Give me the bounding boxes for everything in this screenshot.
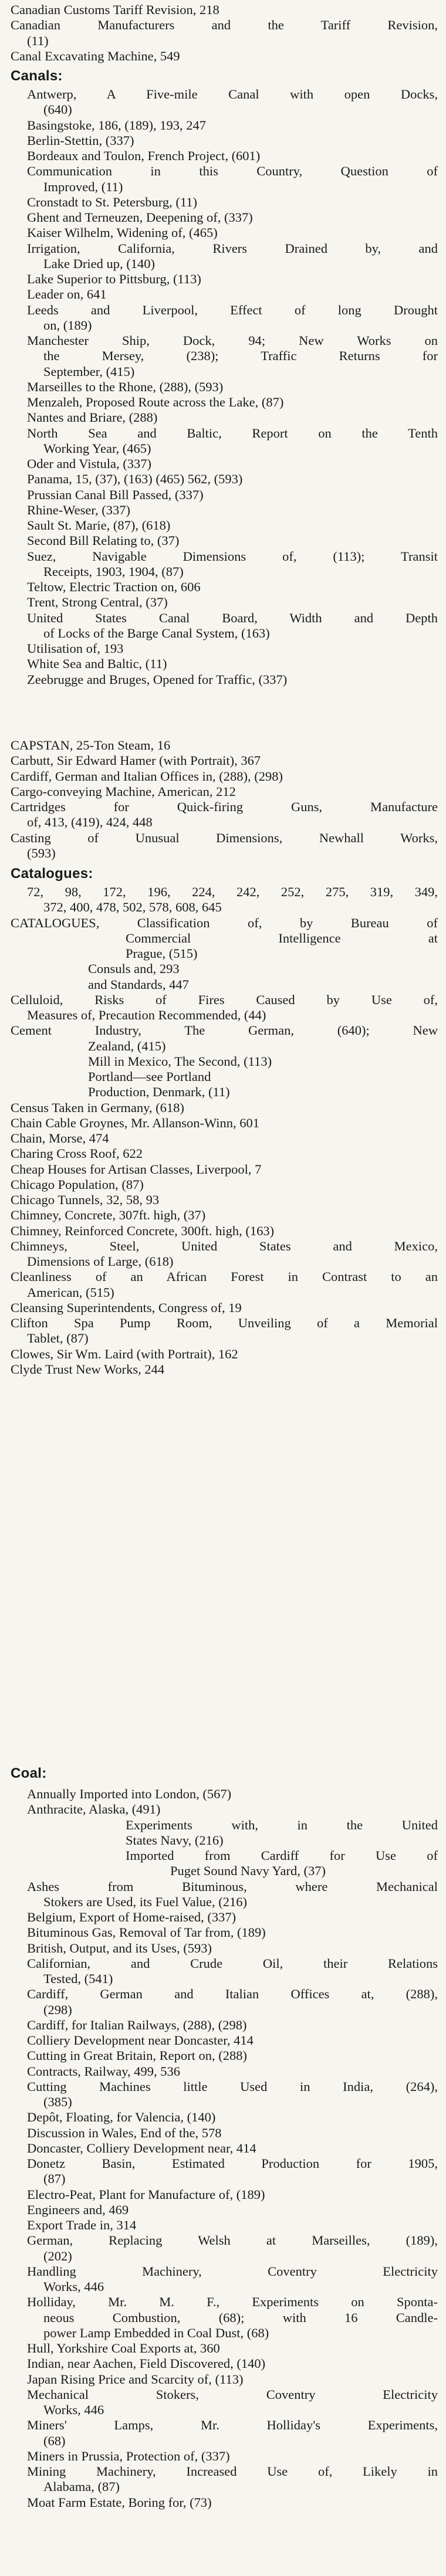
index-subentry: Sault St. Marie, (87), (618) — [27, 518, 171, 533]
index-subentry: Zealand, (415) — [88, 1038, 166, 1053]
section-heading-coal — [11, 1764, 438, 1783]
index-subentry: Measures of, Precaution Recommended, (44) — [27, 1008, 266, 1022]
index-subentry: 372, 400, 478, 502, 578, 608, 645 — [43, 900, 222, 915]
index-entry: Census Taken in Germany, (618) — [11, 1100, 184, 1115]
index-subentry: Discussion in Wales, End of the, 578 — [27, 2125, 222, 2140]
index-subentry: Hull, Yorkshire Coal Exports at, 360 — [27, 2341, 220, 2355]
index-subentry: Mill in Mexico, The Second, (113) — [88, 1053, 272, 1069]
index-subentry: Indian, near Aachen, Field Discovered, (140) — [27, 2356, 266, 2371]
index-subentry: Prussian Canal Bill Passed, (337) — [27, 487, 204, 502]
index-subentry: (385) — [43, 2094, 72, 2109]
index-entry: CATALOGUES, Classification of, by Bureau of — [11, 915, 438, 930]
index-entry: Chain, Morse, 474 — [11, 1131, 109, 1145]
index-subentry: Kaiser Wilhelm, Widening of, (465) — [27, 225, 218, 240]
index-subentry: Second Bill Relating to, (37) — [27, 533, 180, 548]
index-subentry: Imported from Cardiff for Use of — [126, 1848, 438, 1863]
index-subentry: Doncaster, Colliery Development near, 414 — [27, 2140, 256, 2155]
index-entry: Cardiff, German and Italian Offices in, (288), (298) — [11, 768, 283, 784]
index-subentry: Works, 446 — [43, 2279, 104, 2294]
index-subentry: Leader on, 641 — [27, 287, 107, 302]
index-subentry: Suez, Navigable Dimensions of, (113); Transit — [27, 548, 438, 564]
index-subentry: Handling Machinery, Coventry Electricity — [27, 2263, 438, 2279]
index-subentry: (87) — [43, 2171, 66, 2187]
index-entry: Chimney, Reinforced Concrete, 300ft. high, (163) — [11, 1223, 275, 1238]
index-subentry: of Locks of the Barge Canal System, (163) — [43, 625, 270, 640]
index-entry: Chimneys, Steel, United States and Mexico, — [11, 1238, 438, 1253]
index-subentry: (11) — [27, 33, 49, 48]
index-subentry: Prague, (515) — [126, 946, 198, 961]
index-subentry: neous Combustion, (68); with 16 Candle- — [43, 2310, 438, 2325]
index-subentry: Contracts, Railway, 499, 536 — [27, 2063, 181, 2079]
section-heading-canals — [11, 67, 438, 86]
index-entry: Clifton Spa Pump Room, Unveiling of a Memorial — [11, 1316, 438, 1330]
index-subentry: States Navy, (216) — [126, 1832, 224, 1848]
index-subentry: (298) — [43, 2002, 72, 2017]
index-subentry: Alabama, (87) — [43, 2479, 120, 2494]
heading-canals: Canals: — [11, 68, 63, 84]
index-subentry: Oder and Vistula, (337) — [27, 456, 151, 471]
index-subentry: (202) — [43, 2248, 72, 2263]
index-subentry: Teltow, Electric Traction on, 606 — [27, 579, 201, 594]
index-entry: Cleanliness of an African Forest in Contrast to an — [11, 1269, 438, 1284]
index-subentry: Lake Superior to Pittsburg, (113) — [27, 272, 201, 286]
index-subentry: Annually Imported into London, (567) — [27, 1787, 232, 1801]
index-subentry: Ghent and Terneuzen, Deepening of, (337) — [27, 210, 253, 225]
index-subentry: Export Trade in, 314 — [27, 2218, 137, 2232]
index-subentry: American, (515) — [27, 1284, 114, 1300]
index-subentry: on, (189) — [43, 317, 92, 333]
index-subentry: Cardiff, German and Italian Offices at, (288), — [27, 1987, 438, 2002]
index-subentry: Zeebrugge and Bruges, Opened for Traffic, (337) — [27, 672, 288, 687]
index-subentry: Tested, (541) — [43, 1971, 113, 1986]
index-subentry: Portland—see Portland — [88, 1069, 211, 1084]
index-subentry: Cardiff, for Italian Railways, (288), (298) — [27, 2017, 247, 2032]
index-subentry: (640) — [43, 102, 72, 117]
index-subentry: Berlin-Stettin, (337) — [27, 133, 134, 148]
index-subentry: Cutting in Great Britain, Report on, (288) — [27, 2048, 247, 2063]
index-entry: Casting of Unusual Dimensions, Newhall Works, — [11, 830, 438, 845]
index-subentry: United States Canal Board, Width and Depth — [27, 610, 438, 625]
index-entry: Cement Industry, The German, (640); New — [11, 1023, 438, 1038]
index-entry: Carbutt, Sir Edward Hamer (with Portrait), 367 — [11, 753, 261, 768]
index-subentry: Puget Sound Navy Yard, (37) — [170, 1863, 326, 1879]
index-subentry: Mechanical Stokers, Coventry Electricity — [27, 2387, 438, 2402]
index-subentry: Marseilles to the Rhone, (288), (593) — [27, 379, 224, 394]
index-entries-capstan — [11, 738, 438, 861]
index-subentry: and Standards, 447 — [88, 977, 189, 992]
index-subentry: Japan Rising Price and Scarcity of, (113) — [27, 2371, 244, 2387]
index-subentry: Leeds and Liverpool, Effect of long Drought — [27, 302, 438, 317]
index-subentry: Nantes and Briare, (288) — [27, 410, 158, 425]
index-entry: Cheap Houses for Artisan Classes, Liverpool, 7 — [11, 1161, 262, 1177]
index-subentry: Ashes from Bituminous, where Mechanical — [27, 1879, 438, 1894]
index-subentry: Moat Farm Estate, Boring for, (73) — [27, 2494, 212, 2510]
index-entry: Canadian Manufacturers and the Tariff Revision, — [11, 18, 438, 33]
index-subentry: Cutting Machines little Used in India, (264), — [27, 2079, 438, 2094]
index-subentry: 72, 98, 172, 196, 224, 242, 252, 275, 319, 349, — [27, 884, 438, 899]
index-entry: Clyde Trust New Works, 244 — [11, 1361, 165, 1377]
index-subentry: Consuls and, 293 — [88, 961, 180, 977]
index-subentry: Donetz Basin, Estimated Production for 1905, — [27, 2156, 438, 2171]
index-entries-top — [11, 2, 438, 64]
heading-coal: Coal: — [11, 1765, 47, 1781]
index-subentry: Utilisation of, 193 — [27, 641, 124, 656]
index-entry: Celluloid, Risks of Fires Caused by Use of, — [11, 992, 438, 1007]
index-subentry: power Lamp Embedded in Coal Dust, (68) — [43, 2325, 269, 2340]
index-subentry: Engineers and, 469 — [27, 2202, 129, 2217]
index-subentry: of, 413, (419), 424, 448 — [27, 815, 153, 830]
index-subentry: Colliery Development near Doncaster, 414 — [27, 2033, 254, 2048]
index-subentry: Cronstadt to St. Petersburg, (11) — [27, 194, 197, 209]
index-subentry: Manchester Ship, Dock, 94; New Works on — [27, 333, 438, 348]
index-subentry: Working Year, (465) — [43, 440, 151, 456]
index-subentry: Panama, 15, (37), (163) (465) 562, (593) — [27, 472, 243, 487]
section-heading-catalogues — [11, 865, 438, 883]
index-subentry: Production, Denmark, (11) — [88, 1084, 230, 1100]
index-subentry: German, Replacing Welsh at Marseilles, (189), — [27, 2233, 438, 2248]
index-subentry: Belgium, Export of Home-raised, (337) — [27, 1910, 236, 1924]
index-subentry: Electro-Peat, Plant for Manufacture of, (189) — [27, 2187, 265, 2202]
index-subentry: North Sea and Baltic, Report on the Tenth — [27, 425, 438, 440]
index-subentry: Bordeaux and Toulon, French Project, (601) — [27, 148, 261, 163]
index-subentry: Dimensions of Large, (618) — [27, 1254, 174, 1269]
index-subentry: British, Output, and its Uses, (593) — [27, 1940, 212, 1955]
index-subentry: (68) — [43, 2433, 66, 2448]
index-subentry: Receipts, 1903, 1904, (87) — [43, 564, 184, 579]
index-entries-catalogues — [11, 884, 438, 1377]
index-entry: Charing Cross Roof, 622 — [11, 1146, 143, 1161]
index-entry: Chimney, Concrete, 307ft. high, (37) — [11, 1208, 206, 1223]
index-entries-coal — [11, 1787, 438, 2510]
index-subentry: Depôt, Floating, for Valencia, (140) — [27, 2110, 216, 2125]
index-entry: Chain Cable Groynes, Mr. Allanson-Winn, 601 — [11, 1115, 260, 1130]
index-entry: CAPSTAN, 25-Ton Steam, 16 — [11, 738, 171, 753]
index-subentry: Bituminous Gas, Removal of Tar from, (189) — [27, 1925, 266, 1940]
index-entry: Chicago Population, (87) — [11, 1177, 144, 1192]
index-subentry: Commercial Intelligence at — [126, 930, 438, 945]
index-subentry: (593) — [27, 845, 56, 860]
index-subentry: Californian, and Crude Oil, their Relations — [27, 1955, 438, 1971]
index-entry: Cargo-conveying Machine, American, 212 — [11, 784, 236, 799]
index-entry: Cartridges for Quick-firing Guns, Manufacture — [11, 799, 438, 814]
index-entry: Chicago Tunnels, 32, 58, 93 — [11, 1192, 160, 1207]
index-subentry: Basingstoke, 186, (189), 193, 247 — [27, 117, 206, 133]
index-subentry: Menzaleh, Proposed Route across the Lake, (87) — [27, 395, 284, 409]
index-subentry: White Sea and Baltic, (11) — [27, 656, 167, 672]
index-entry: Clowes, Sir Wm. Laird (with Portrait), 162 — [11, 1346, 238, 1361]
index-subentry: September, (415) — [43, 364, 135, 379]
index-subentry: Antwerp, A Five-mile Canal with open Docks, — [27, 87, 438, 101]
index-subentry: Trent, Strong Central, (37) — [27, 595, 168, 610]
index-subentry: Lake Dried up, (140) — [43, 256, 155, 271]
index-entry: Canal Excavating Machine, 549 — [11, 48, 180, 63]
index-subentry: Miners' Lamps, Mr. Holliday's Experiments, — [27, 2418, 438, 2433]
heading-catalogues: Catalogues: — [11, 866, 93, 882]
index-subentry: Irrigation, California, Rivers Drained by, and — [27, 240, 438, 256]
index-subentry: the Mersey, (238); Traffic Returns for — [43, 348, 438, 364]
index-subentry: Holliday, Mr. M. F., Experiments on Sponta- — [27, 2294, 438, 2310]
index-subentry: Miners in Prussia, Protection of, (337) — [27, 2448, 230, 2463]
index-subentry: Mining Machinery, Increased Use of, Likely in — [27, 2464, 438, 2479]
index-subentry: Anthracite, Alaska, (491) — [27, 1802, 161, 1817]
index-subentry: Experiments with, in the United — [126, 1817, 438, 1832]
index-subentry: Communication in this Country, Question of — [27, 164, 438, 179]
index-subentry: Improved, (11) — [43, 179, 123, 194]
index-subentry: Rhine-Weser, (337) — [27, 502, 130, 517]
index-entries-canals — [11, 87, 438, 687]
index-entry: Cleansing Superintendents, Congress of, 19 — [11, 1300, 242, 1315]
index-subentry: Works, 446 — [43, 2402, 104, 2417]
index-entry: Canadian Customs Tariff Revision, 218 — [11, 2, 219, 17]
index-subentry: Stokers are Used, its Fuel Value, (216) — [43, 1894, 248, 1909]
index-subentry: Tablet, (87) — [27, 1331, 89, 1346]
